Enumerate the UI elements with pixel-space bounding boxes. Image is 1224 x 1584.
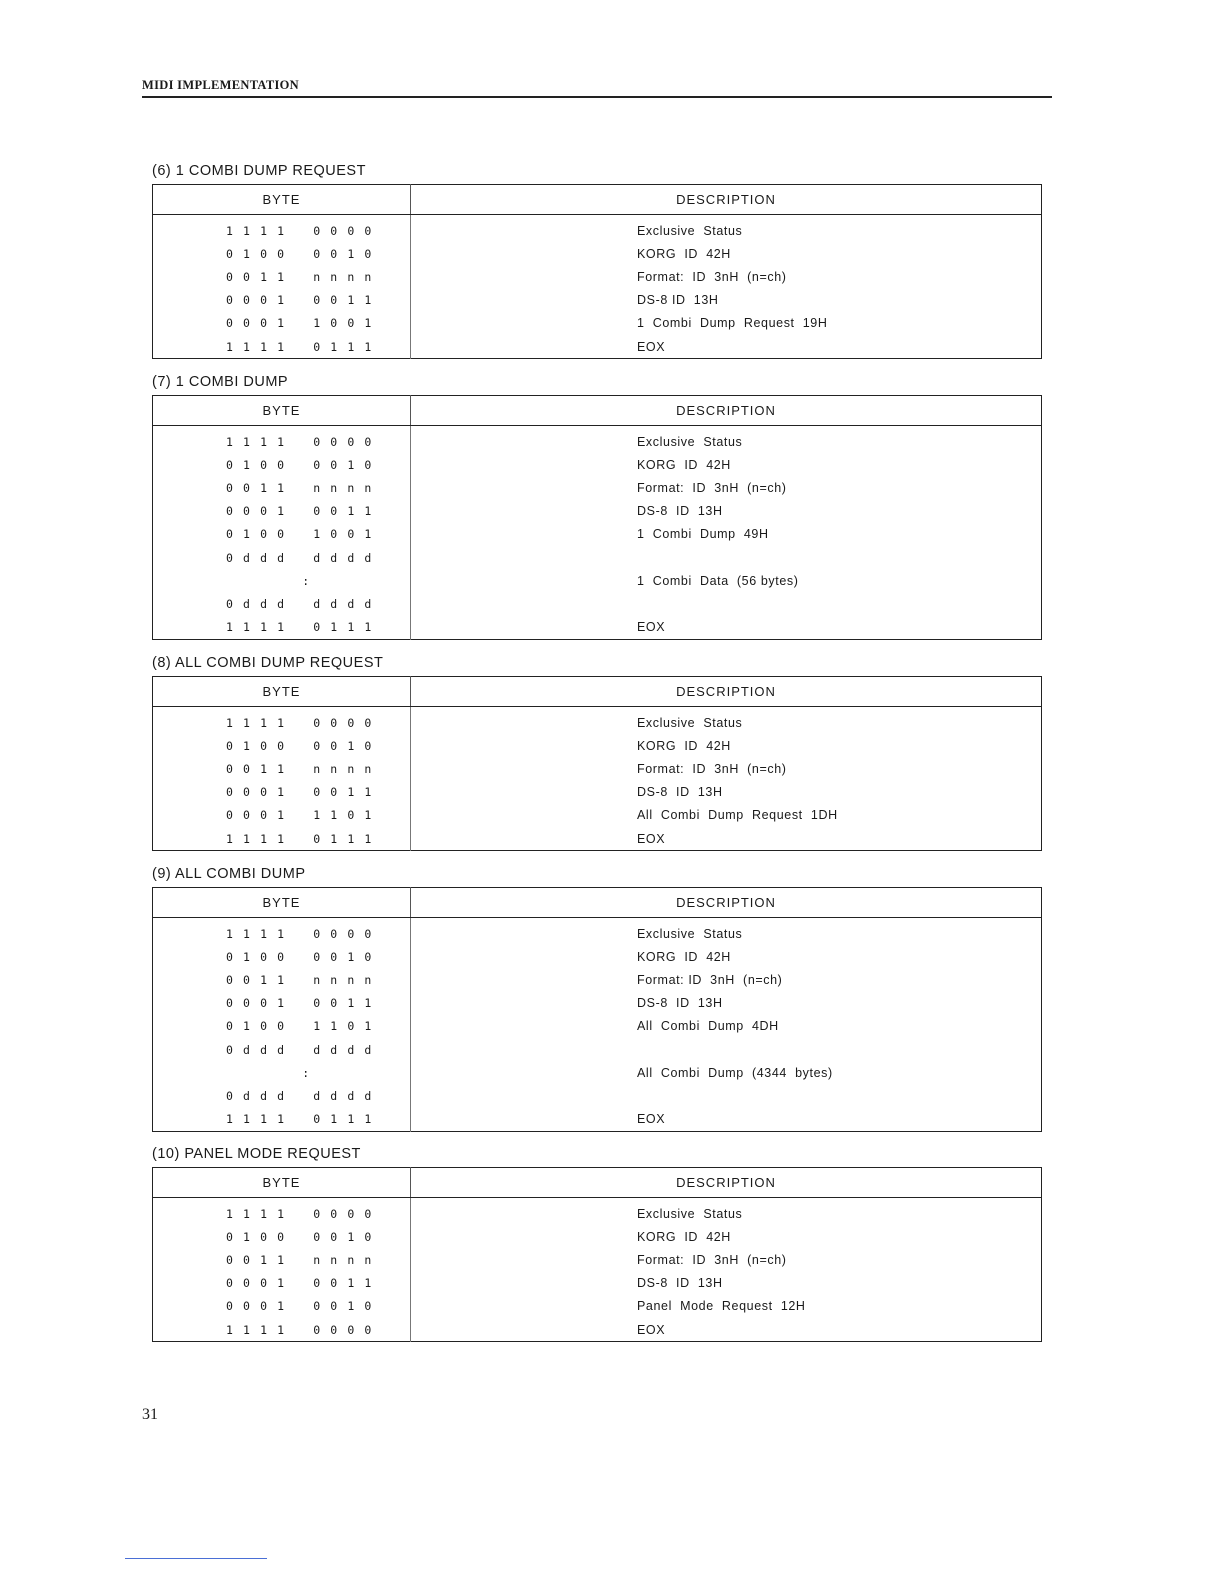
section-10 [152, 1145, 1042, 1342]
description-value: EOX [637, 1322, 666, 1337]
byte-value: : [153, 569, 411, 592]
midi-message-table [152, 676, 1042, 851]
byte-value: 0 1 0 0 1 1 0 1 [153, 1015, 411, 1038]
byte-value: 0 0 0 1 0 0 1 1 [153, 1272, 411, 1295]
section-7 [152, 373, 1042, 640]
section-9 [152, 865, 1042, 1132]
description-value: DS-8 ID 13H [637, 785, 723, 800]
description-value [411, 1084, 1042, 1107]
description-value: Format: ID 3nH (n=ch) [637, 972, 783, 987]
description-value [411, 1038, 1042, 1061]
table-row [153, 1198, 1042, 1226]
byte-value: 1 1 1 1 0 1 1 1 [153, 1108, 411, 1132]
table-row [153, 616, 1042, 640]
description-value: DS-8 ID 13H [637, 293, 719, 308]
byte-column-header: BYTE [153, 888, 411, 918]
table-row [153, 592, 1042, 615]
byte-value: 0 0 0 1 0 0 1 1 [153, 289, 411, 312]
table-row [153, 335, 1042, 359]
table-header-row [153, 185, 1042, 215]
description-value: Format: ID 3nH (n=ch) [637, 269, 787, 284]
table-row [153, 1318, 1042, 1342]
description-column-header: DESCRIPTION [411, 677, 1042, 707]
table-row [153, 1108, 1042, 1132]
page-number: 31 [142, 1406, 158, 1423]
description-value: Exclusive Status [637, 926, 743, 941]
byte-value: 0 1 0 0 0 0 1 0 [153, 242, 411, 265]
byte-value: 0 d d d d d d d [153, 592, 411, 615]
description-value: KORG ID 42H [637, 738, 731, 753]
byte-value: 1 1 1 1 0 0 0 0 [153, 707, 411, 735]
byte-value: 0 0 0 1 0 0 1 0 [153, 1295, 411, 1318]
description-value: KORG ID 42H [637, 457, 731, 472]
byte-value: 0 0 1 1 n n n n [153, 757, 411, 780]
table-row [153, 242, 1042, 265]
table-header-row [153, 677, 1042, 707]
table-row [153, 827, 1042, 851]
description-column-header: DESCRIPTION [411, 396, 1042, 426]
byte-value: 0 0 0 1 1 1 0 1 [153, 804, 411, 827]
description-value: Format: ID 3nH (n=ch) [637, 761, 787, 776]
byte-column-header: BYTE [153, 396, 411, 426]
description-value: Exclusive Status [637, 223, 743, 238]
table-row [153, 1295, 1042, 1318]
byte-value: 1 1 1 1 0 0 0 0 [153, 426, 411, 454]
table-row [153, 781, 1042, 804]
description-value: All Combi Dump 4DH [637, 1019, 779, 1034]
description-value: 1 Combi Dump 49H [637, 527, 769, 542]
byte-column-header: BYTE [153, 677, 411, 707]
section-title: (6) 1 COMBI DUMP REQUEST [152, 163, 366, 179]
byte-value: 1 1 1 1 0 0 0 0 [153, 1318, 411, 1342]
description-value: DS-8 ID 13H [637, 504, 723, 519]
table-row [153, 265, 1042, 288]
midi-message-table [152, 1167, 1042, 1342]
page-header: MIDI IMPLEMENTATION [142, 78, 1052, 98]
description-value: EOX [637, 620, 666, 635]
byte-value: 0 1 0 0 1 0 0 1 [153, 523, 411, 546]
description-value: KORG ID 42H [637, 949, 731, 964]
table-row [153, 546, 1042, 569]
byte-value: 1 1 1 1 0 1 1 1 [153, 827, 411, 851]
byte-value: 0 1 0 0 0 0 1 0 [153, 1225, 411, 1248]
byte-value: 0 0 1 1 n n n n [153, 476, 411, 499]
byte-value: 0 d d d d d d d [153, 1084, 411, 1107]
table-header-row [153, 1168, 1042, 1198]
byte-value: 0 0 1 1 n n n n [153, 968, 411, 991]
table-row [153, 289, 1042, 312]
midi-message-table [152, 887, 1042, 1132]
table-row [153, 1015, 1042, 1038]
description-value: Format: ID 3nH (n=ch) [637, 480, 787, 495]
byte-value: 0 d d d d d d d [153, 546, 411, 569]
description-value: Exclusive Status [637, 434, 743, 449]
table-row [153, 453, 1042, 476]
description-value: DS-8 ID 13H [637, 1276, 723, 1291]
section-title: (9) ALL COMBI DUMP [152, 866, 306, 882]
table-header-row [153, 888, 1042, 918]
midi-message-table [152, 184, 1042, 359]
description-value: 1 Combi Dump Request 19H [637, 316, 828, 331]
table-row [153, 1084, 1042, 1107]
description-value: Exclusive Status [637, 1206, 743, 1221]
table-row [153, 500, 1042, 523]
description-value [411, 546, 1042, 569]
byte-column-header: BYTE [153, 1168, 411, 1198]
byte-value: 1 1 1 1 0 0 0 0 [153, 1198, 411, 1226]
byte-value: 0 1 0 0 0 0 1 0 [153, 453, 411, 476]
byte-value: 0 1 0 0 0 0 1 0 [153, 945, 411, 968]
byte-value: 0 0 0 1 0 0 1 1 [153, 781, 411, 804]
table-row [153, 1272, 1042, 1295]
table-row [153, 1248, 1042, 1271]
section-title: (8) ALL COMBI DUMP REQUEST [152, 655, 384, 671]
midi-message-table [152, 395, 1042, 640]
table-row [153, 918, 1042, 946]
description-column-header: DESCRIPTION [411, 1168, 1042, 1198]
byte-value: 0 0 0 1 0 0 1 1 [153, 992, 411, 1015]
byte-column-header: BYTE [153, 185, 411, 215]
table-row [153, 992, 1042, 1015]
description-value: KORG ID 42H [637, 246, 731, 261]
section-title: (10) PANEL MODE REQUEST [152, 1146, 361, 1162]
byte-value: 1 1 1 1 0 1 1 1 [153, 616, 411, 640]
description-value: All Combi Dump Request 1DH [637, 808, 838, 823]
byte-value: 1 1 1 1 0 0 0 0 [153, 215, 411, 243]
table-row [153, 804, 1042, 827]
section-6 [152, 162, 1042, 359]
table-row [153, 1225, 1042, 1248]
byte-value: 0 0 1 1 n n n n [153, 265, 411, 288]
byte-value: : [153, 1061, 411, 1084]
description-value: Exclusive Status [637, 715, 743, 730]
byte-value: 0 0 0 1 1 0 0 1 [153, 312, 411, 335]
description-value: 1 Combi Data (56 bytes) [637, 573, 799, 588]
table-row [153, 215, 1042, 243]
byte-value: 0 1 0 0 0 0 1 0 [153, 734, 411, 757]
table-row [153, 734, 1042, 757]
table-row [153, 476, 1042, 499]
description-column-header: DESCRIPTION [411, 185, 1042, 215]
description-value: KORG ID 42H [637, 1229, 731, 1244]
byte-value: 0 d d d d d d d [153, 1038, 411, 1061]
byte-value: 0 0 1 1 n n n n [153, 1248, 411, 1271]
description-value: All Combi Dump (4344 bytes) [637, 1065, 833, 1080]
table-header-row [153, 396, 1042, 426]
table-row [153, 1061, 1042, 1084]
table-row [153, 1038, 1042, 1061]
description-value [411, 592, 1042, 615]
description-value: EOX [637, 831, 666, 846]
description-value: Panel Mode Request 12H [637, 1299, 806, 1314]
byte-value: 0 0 0 1 0 0 1 1 [153, 500, 411, 523]
byte-value: 1 1 1 1 0 1 1 1 [153, 335, 411, 359]
description-value: Format: ID 3nH (n=ch) [637, 1252, 787, 1267]
table-row [153, 569, 1042, 592]
table-row [153, 312, 1042, 335]
table-row [153, 757, 1042, 780]
table-row [153, 426, 1042, 454]
footer-rule [125, 1558, 267, 1559]
description-column-header: DESCRIPTION [411, 888, 1042, 918]
table-row [153, 968, 1042, 991]
byte-value: 1 1 1 1 0 0 0 0 [153, 918, 411, 946]
table-row [153, 945, 1042, 968]
description-value: EOX [637, 1112, 666, 1127]
description-value: EOX [637, 339, 666, 354]
section-title: (7) 1 COMBI DUMP [152, 374, 289, 390]
section-8 [152, 654, 1042, 851]
description-value: DS-8 ID 13H [637, 996, 723, 1011]
table-row [153, 523, 1042, 546]
table-row [153, 707, 1042, 735]
